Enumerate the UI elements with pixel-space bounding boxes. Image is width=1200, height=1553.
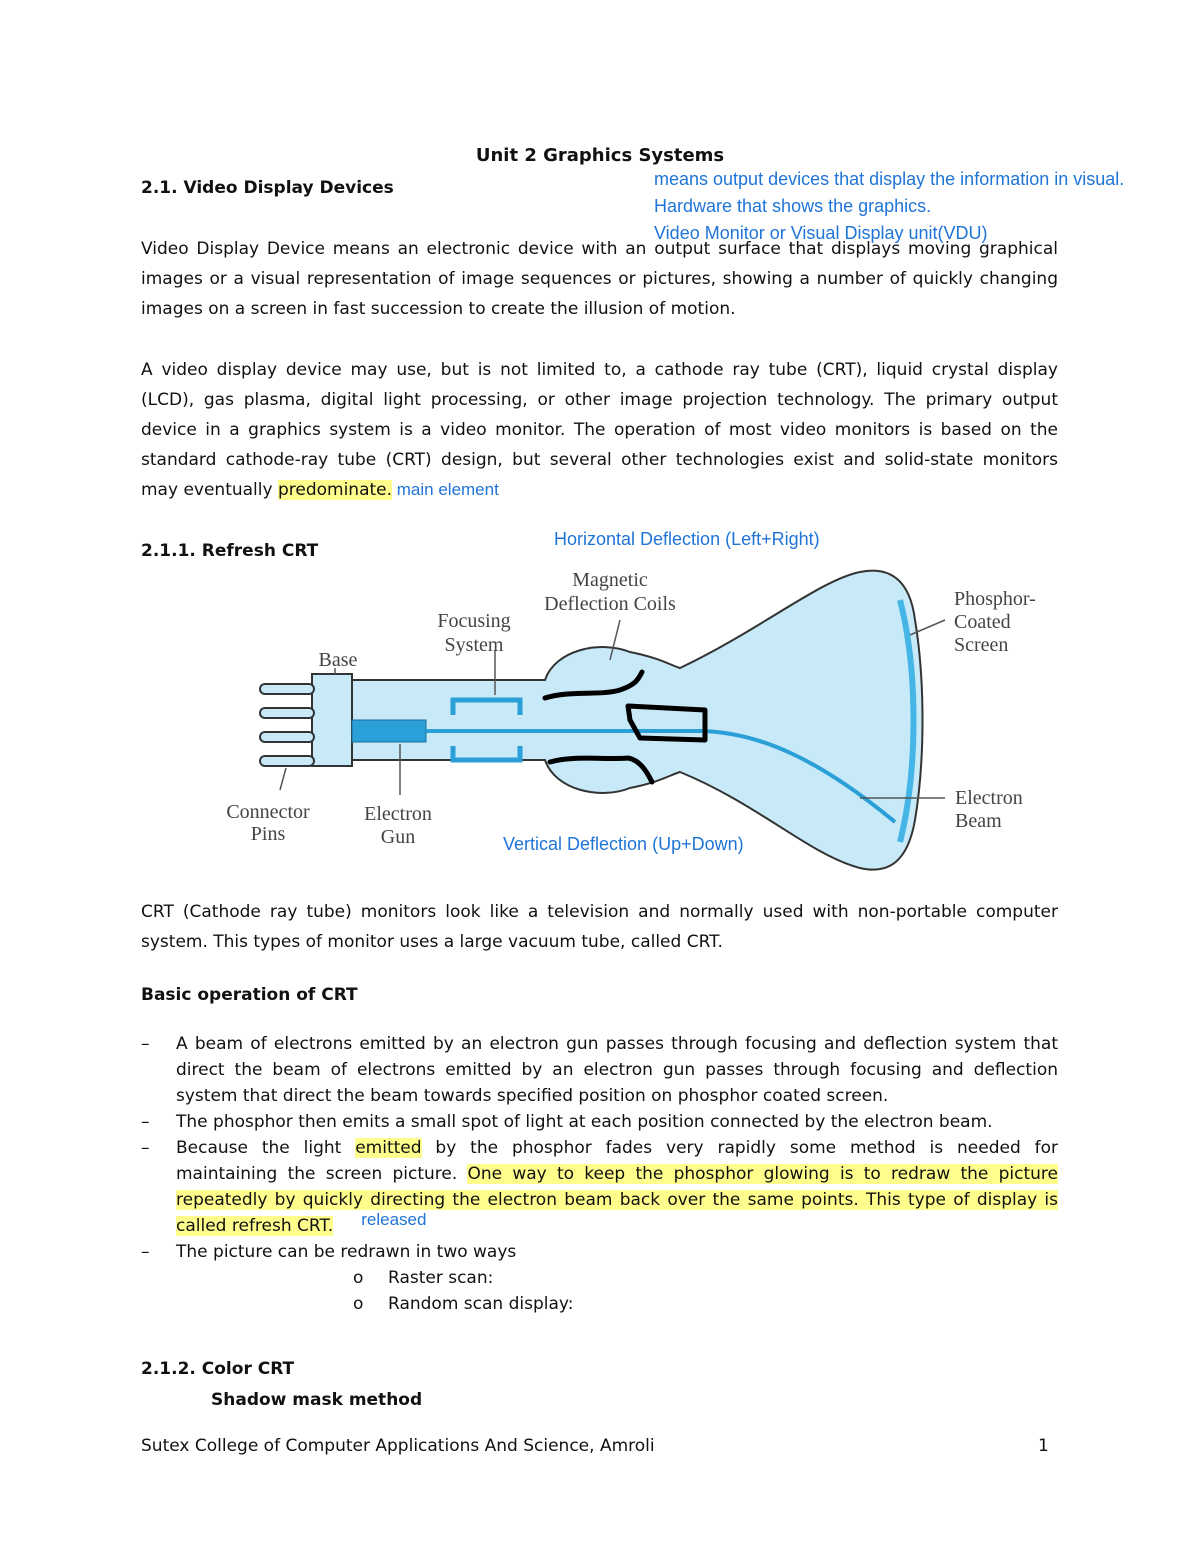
- dash-marker: –: [141, 1242, 150, 1262]
- crt-diagram: [200, 560, 1080, 880]
- page-title: Unit 2 Graphics Systems: [475, 145, 725, 166]
- text-line: standard cathode-ray tube (CRT) design, but several other technologies exist and solid-state monitors: [141, 450, 1058, 470]
- annotation-horizontal-deflection: Horizontal Deflection (Left+Right): [554, 529, 820, 549]
- sub-list-item: [141, 1291, 1058, 1317]
- label-magnetic: Magnetic: [572, 569, 648, 591]
- annotation-line: Video Monitor or Visual Display unit(VDU): [654, 223, 988, 243]
- sub-list-item: [141, 1265, 1058, 1291]
- section-heading-video-display: 2.1. Video Display Devices: [141, 178, 394, 198]
- text-line: Random scan display:: [388, 1294, 574, 1314]
- text-line: Because the light emitted by the phosphor fades very rapidly some method is needed for: [176, 1138, 1058, 1158]
- annotation-vertical-deflection: Vertical Deflection (Up+Down): [503, 834, 744, 854]
- label-electron-beam-2: Beam: [955, 810, 1002, 832]
- text-line: system. This types of monitor uses a large vacuum tube, called CRT.: [141, 932, 723, 952]
- dash-marker: –: [141, 1112, 150, 1132]
- label-base: Base: [318, 649, 358, 671]
- label-pins: Pins: [250, 823, 286, 845]
- list-item: [141, 1239, 1058, 1265]
- circle-bullet-marker: o: [353, 1294, 364, 1314]
- annotation-line: Hardware that shows the graphics.: [654, 196, 932, 216]
- text-line: The phosphor then emits a small spot of light at each position connected by the electron beam.: [176, 1112, 993, 1132]
- text-line: maintaining the screen picture. One way to keep the phosphor glowing is to redraw the picture: [176, 1164, 1058, 1184]
- text-line: A beam of electrons emitted by an electron gun passes through focusing and deflection system that: [176, 1034, 1058, 1054]
- text-line: A video display device may use, but is not limited to, a cathode ray tube (CRT), liquid crystal display: [141, 360, 1058, 380]
- footer-institution: Sutex College of Computer Applications And Science, Amroli: [141, 1436, 655, 1456]
- subheading-shadow-mask: Shadow mask method: [211, 1390, 423, 1410]
- highlight-sentence: One way to keep the phosphor glowing is to redraw the picture: [467, 1164, 1058, 1184]
- connector-pin: [260, 756, 314, 766]
- label-connector: Connector: [226, 801, 310, 823]
- crt-tube-body: [350, 571, 923, 870]
- text-line: images on a screen in fast succession to create the illusion of motion.: [141, 299, 736, 319]
- connector-pin: [260, 684, 314, 694]
- highlight-emitted: emitted: [355, 1138, 422, 1158]
- text-span: may eventually: [141, 480, 278, 500]
- highlight-sentence: called refresh CRT.: [176, 1216, 334, 1236]
- dash-marker: –: [141, 1034, 150, 1054]
- leader-line: [280, 768, 286, 790]
- label-system: System: [444, 634, 504, 656]
- label-screen: Screen: [954, 634, 1009, 656]
- crt-base: [312, 674, 352, 766]
- dash-marker: –: [141, 1138, 150, 1158]
- bullet-list: [141, 1031, 1058, 1317]
- text-line: CRT (Cathode ray tube) monitors look like a television and normally used with non-portable computer: [141, 902, 1058, 922]
- list-item: [141, 1135, 1058, 1239]
- paragraph-technologies: [141, 355, 1058, 505]
- text-line: [176, 1210, 1058, 1239]
- circle-bullet-marker: o: [353, 1268, 364, 1288]
- text-line: Video Display Device means an electronic device with an output surface that displays moving graphical: [141, 239, 1058, 259]
- text-line: The picture can be redrawn in two ways: [176, 1242, 517, 1262]
- section-heading-refresh-crt: 2.1.1. Refresh CRT: [141, 541, 319, 561]
- text-line: (LCD), gas plasma, digital light processing, or other image projection technology. The primary output: [141, 390, 1058, 410]
- paragraph-crt-description: [141, 897, 1058, 957]
- text-line: system that direct the beam towards specified position on phosphor coated screen.: [176, 1086, 889, 1106]
- highlight-predominate: predominate.: [277, 480, 393, 500]
- label-electron-gun-2: Gun: [380, 826, 416, 848]
- section-heading-basic-operation: Basic operation of CRT: [141, 985, 358, 1005]
- label-coated: Coated: [954, 611, 1011, 633]
- highlight-sentence: repeatedly by quickly directing the electron beam back over the same points. This type of display is: [176, 1190, 1058, 1210]
- label-focusing: Focusing: [437, 610, 511, 632]
- text-line: [176, 1187, 1058, 1213]
- text-line: device in a graphics system is a video monitor. The operation of most video monitors is based on the: [141, 420, 1058, 440]
- page-number: 1: [1038, 1436, 1049, 1456]
- text-line: Raster scan:: [388, 1268, 494, 1288]
- annotation-main-element: main element: [396, 480, 499, 499]
- annotation-line: means output devices that display the information in visual.: [654, 169, 1125, 189]
- list-item: [141, 1031, 1058, 1109]
- annotation-released: released: [361, 1210, 427, 1229]
- connector-pin: [260, 708, 314, 718]
- label-deflection-coils: Deflection Coils: [544, 593, 676, 615]
- text-line: [141, 475, 1058, 505]
- list-item: [141, 1109, 1058, 1135]
- label-electron-gun-1: Electron: [364, 803, 432, 825]
- text-line: images or a visual representation of image sequences or pictures, showing a number of quickly changing: [141, 269, 1058, 289]
- connector-pin: [260, 732, 314, 742]
- paragraph-definition: [141, 234, 1058, 324]
- label-phosphor: Phosphor-: [954, 588, 1036, 610]
- label-electron-beam-1: Electron: [955, 787, 1023, 809]
- text-line: direct the beam of electrons emitted by an electron gun passes through focusing and deflection: [176, 1060, 1058, 1080]
- section-heading-color-crt: 2.1.2. Color CRT: [141, 1359, 295, 1379]
- electron-gun: [352, 720, 426, 742]
